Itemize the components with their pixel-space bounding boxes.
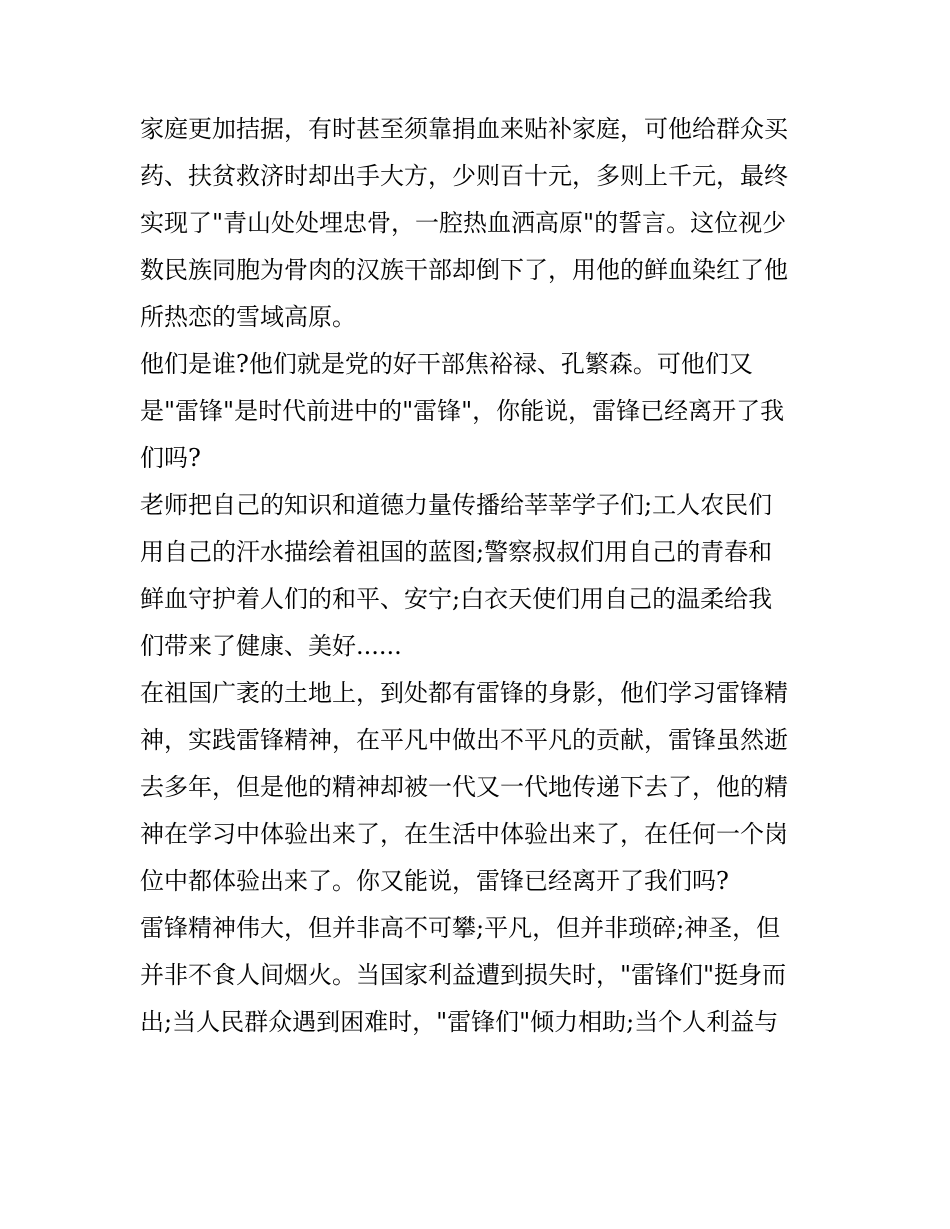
text-line: 们吗? [140,444,201,472]
text-line: 雷锋精神伟大，但并非高不可攀;平凡，但并非琐碎;神圣，但 [140,914,781,942]
text-line: 鲜血守护着人们的和平、安宁;白衣天使们用自己的温柔给我 [140,585,773,613]
text-line: 神，实践雷锋精神，在平凡中做出不平凡的贡献，雷锋虽然逝 [140,726,788,754]
text-line: 用自己的汗水描绘着祖国的蓝图;警察叔叔们用自己的青春和 [140,538,773,566]
text-line: 药、扶贫救济时却出手大方，少则百十元，多则上千元，最终 [140,162,788,190]
text-line: 位中都体验出来了。你又能说，雷锋已经离开了我们吗? [140,867,729,895]
text-line: 所热恋的雪域高原。 [140,303,356,331]
text-line: 们带来了健康、美好...... [140,632,402,660]
text-line: 出;当人民群众遇到困难时，"雷锋们"倾力相助;当个人利益与 [140,1008,779,1036]
text-line: 在祖国广袤的土地上，到处都有雷锋的身影，他们学习雷锋精 [140,679,788,707]
text-line: 是"雷锋"是时代前进中的"雷锋"，你能说，雷锋已经离开了我 [140,397,785,425]
text-line: 去多年，但是他的精神却被一代又一代地传递下去了，他的精 [140,773,788,801]
document-body [140,106,830,1046]
text-line: 数民族同胞为骨肉的汉族干部却倒下了，用他的鲜血染红了他 [140,256,788,284]
text-line: 实现了"青山处处埋忠骨，一腔热血洒高原"的誓言。这位视少 [140,209,787,237]
text-line: 神在学习中体验出来了，在生活中体验出来了，在任何一个岗 [140,820,788,848]
text-line: 并非不食人间烟火。当国家利益遭到损失时，"雷锋们"挺身而 [140,961,787,989]
text-line: 他们是谁?他们就是党的好干部焦裕禄、孔繁森。可他们又 [140,350,753,378]
text-line: 老师把自己的知识和道德力量传播给莘莘学子们;工人农民们 [140,491,773,519]
text-line: 家庭更加拮据，有时甚至须靠捐血来贴补家庭，可他给群众买 [140,115,788,143]
